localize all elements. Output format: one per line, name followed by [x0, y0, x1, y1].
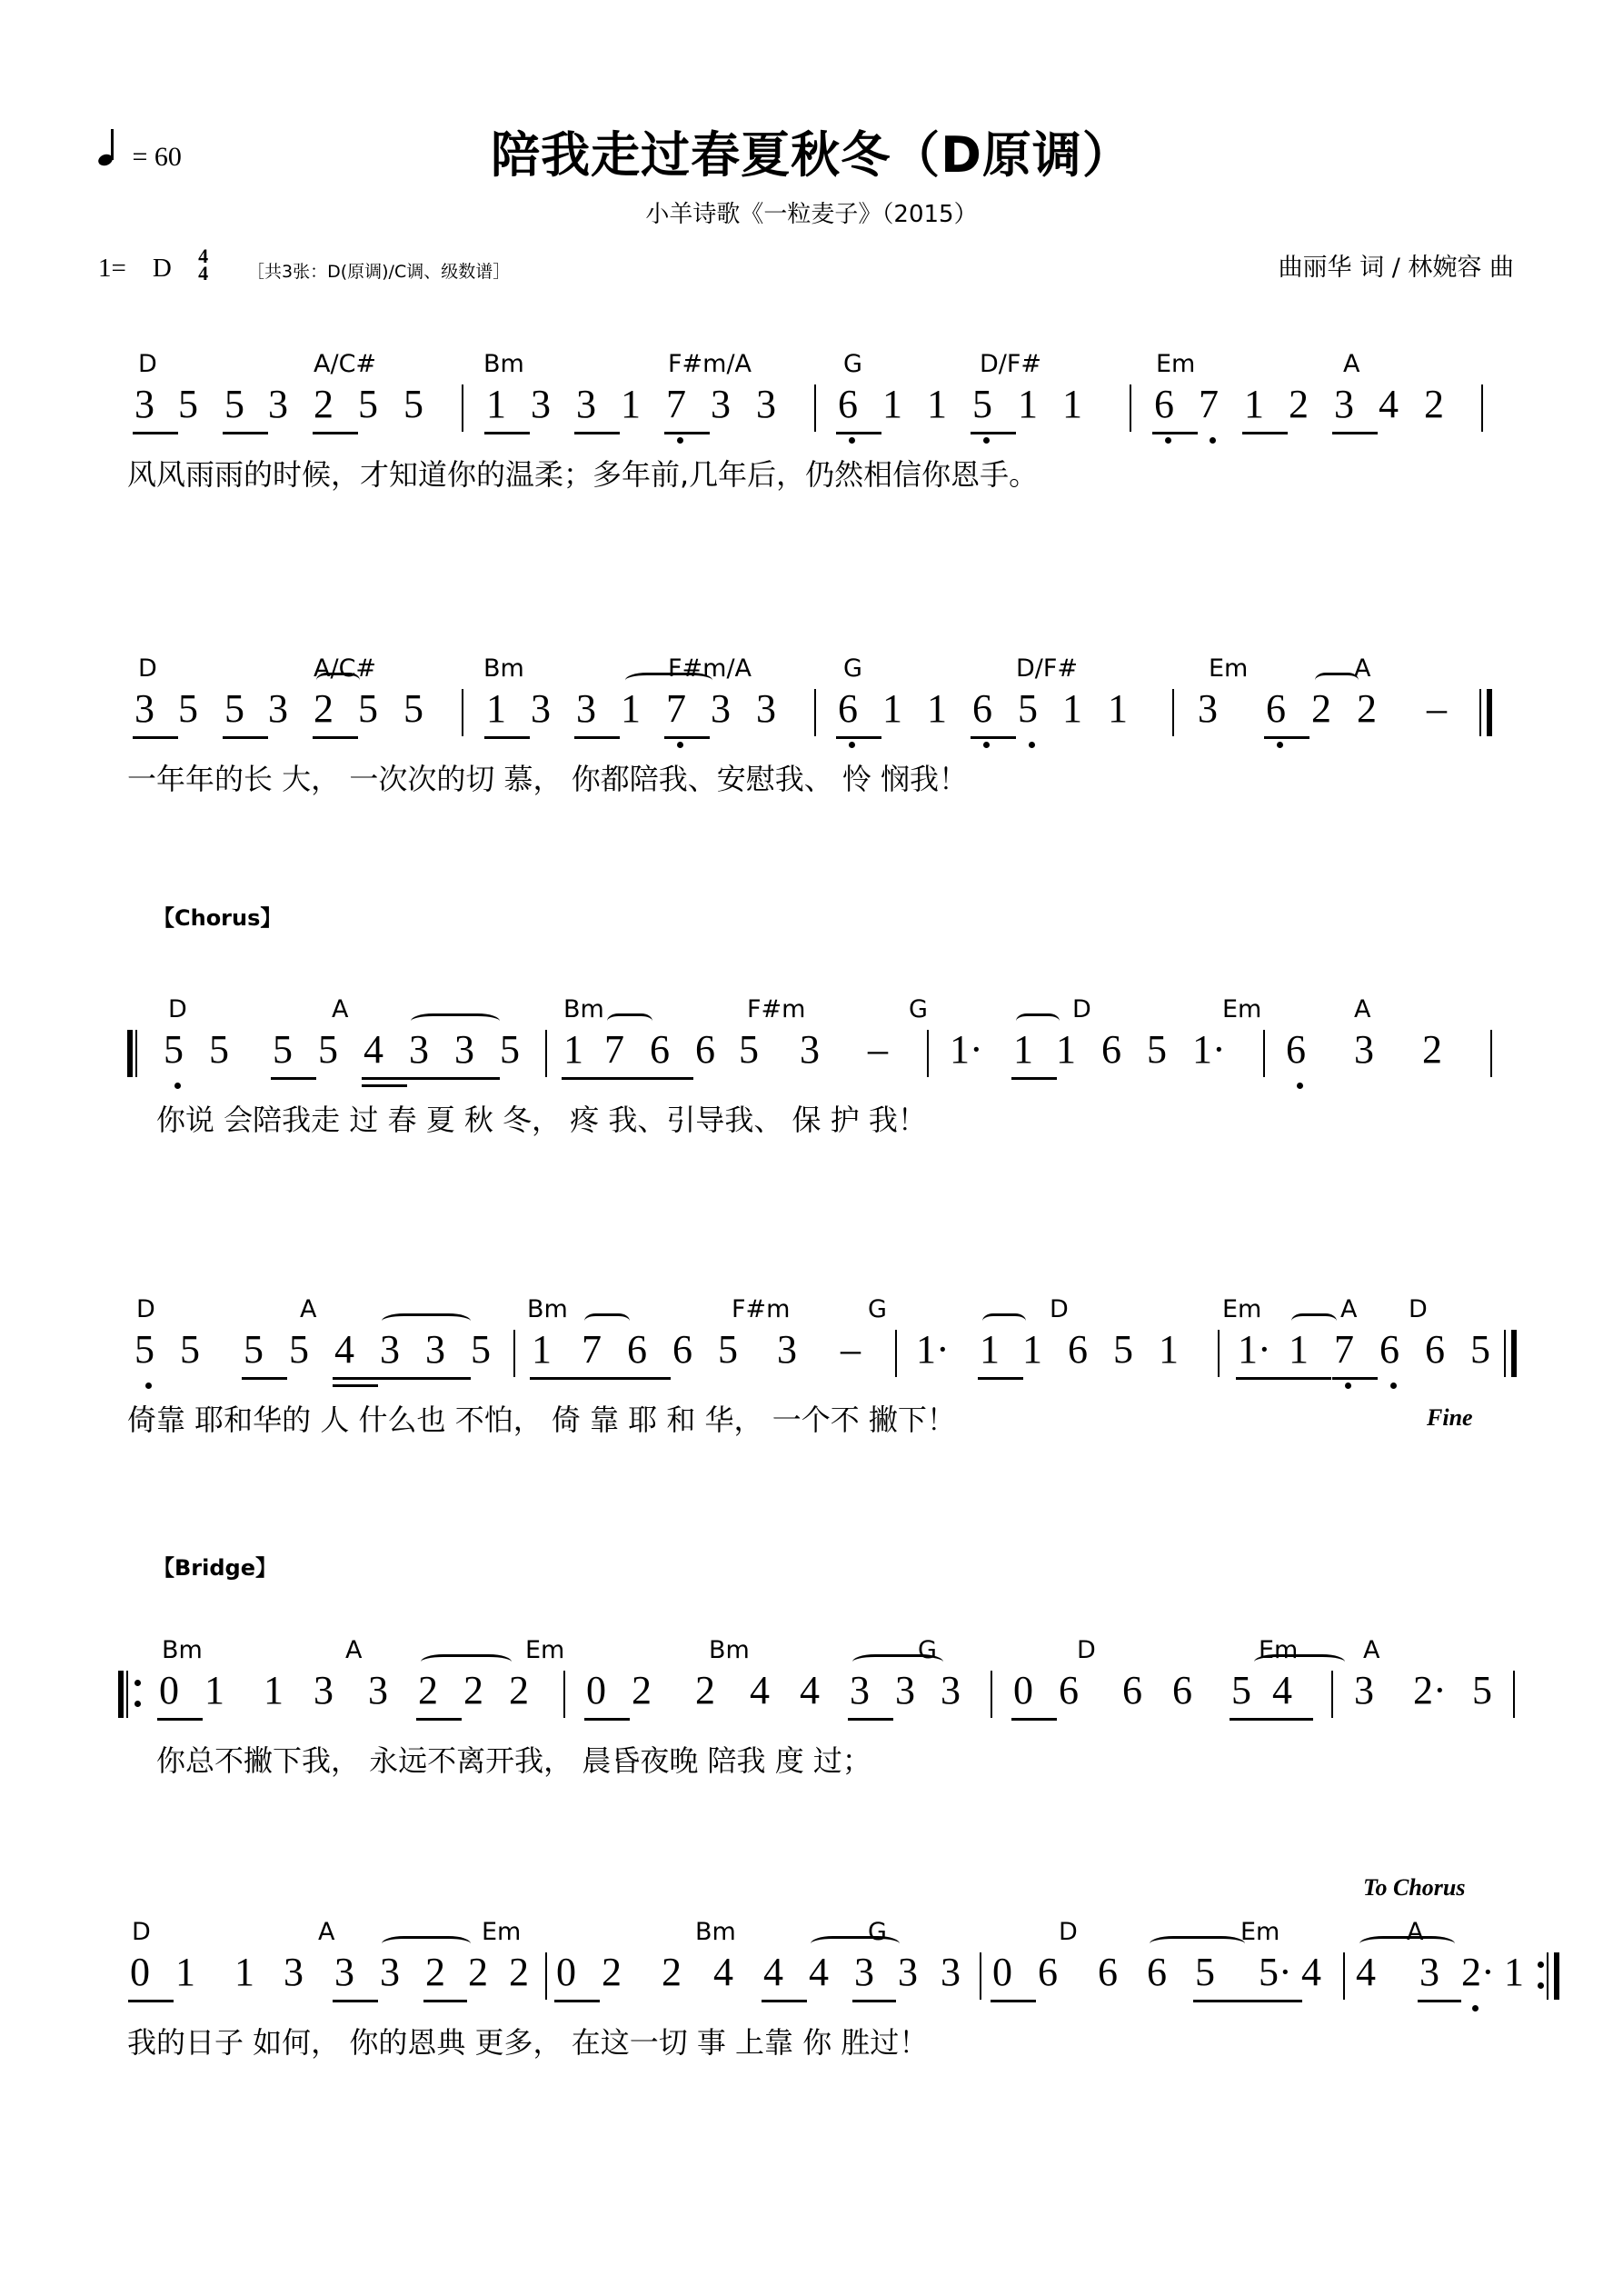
chord: G [843, 654, 862, 683]
note: 1 [1108, 686, 1128, 731]
note: 3 [850, 1668, 870, 1712]
lyric-line: 你说 会陪我走 过 春 夏 秋 冬， 疼 我、引导我、 保 护 我！ [156, 1103, 927, 1137]
note: 6 [1059, 1668, 1079, 1712]
note: 7 [604, 1027, 624, 1072]
repeat-dots [1538, 1962, 1544, 2003]
marker-fine: Fine [1427, 1404, 1473, 1431]
time-signature [192, 245, 215, 285]
note-row-4 [0, 1326, 1623, 1397]
chord: Em [1209, 654, 1249, 683]
chord: Bm [162, 1636, 203, 1664]
lyric-row-6 [0, 2020, 1623, 2061]
chord: A [1407, 1918, 1424, 1946]
note: 2 [418, 1668, 438, 1712]
lyric-row-3 [0, 1097, 1623, 1139]
note: 0 [992, 1950, 1012, 1994]
lyric-row-2 [0, 756, 1623, 798]
chord: Em [1222, 1295, 1262, 1323]
system-6 [0, 1918, 1623, 2061]
chord: Bm [527, 1295, 568, 1323]
note: 3 [800, 1027, 820, 1072]
chord: G [868, 1918, 887, 1946]
note: 2 [1357, 686, 1377, 731]
note: 1 [486, 686, 506, 731]
repeat-dots [134, 1680, 141, 1722]
note: 5 [500, 1027, 520, 1072]
note: 1 [980, 1327, 1000, 1372]
note: 1 [621, 382, 641, 426]
note: 5 [1147, 1027, 1167, 1072]
note: 6 [1286, 1027, 1306, 1072]
note: – [868, 1027, 888, 1072]
note: 3 [314, 1668, 334, 1712]
note: 1· [1192, 1027, 1226, 1072]
note: 0 [130, 1950, 150, 1994]
note: 2 [468, 1950, 488, 1994]
note: 6 [1068, 1327, 1088, 1372]
page-subtitle: 小羊诗歌《一粒麦子》（2015） [645, 201, 978, 228]
note: 6 [650, 1027, 670, 1072]
chord: Bm [709, 1636, 750, 1664]
chord: A [1354, 654, 1371, 683]
system-2 [0, 654, 1623, 798]
chord: D [168, 995, 187, 1023]
note: 3 [380, 1950, 400, 1994]
note: 5 [318, 1027, 338, 1072]
note: 3 [425, 1327, 445, 1372]
chord: D [1059, 1918, 1078, 1946]
note: 3 [531, 686, 551, 731]
note: 2 [509, 1950, 529, 1994]
lyric-row-4 [0, 1397, 1623, 1439]
note: 5 [1231, 1668, 1251, 1712]
note: 1 [1289, 1327, 1309, 1372]
note: 1 [204, 1668, 224, 1712]
time-signature-numerator: 4 [198, 245, 209, 267]
note: 5 [358, 686, 378, 731]
note: 3 [941, 1668, 961, 1712]
note: 6 [1154, 382, 1174, 426]
note: 1 [234, 1950, 254, 1994]
chord: A [1343, 350, 1360, 378]
note: 2 [662, 1950, 682, 1994]
note: 4 [750, 1668, 770, 1712]
note: 6 [695, 1027, 715, 1072]
note: 5· [1259, 1950, 1292, 1994]
lyric-line: 倚靠 耶和华的 人 什么也 不怕， 倚 靠 耶 和 华， 一个不 撇下！ [127, 1403, 956, 1437]
note: 1· [950, 1027, 983, 1072]
chord: Em [1240, 1918, 1280, 1946]
note: 4 [1272, 1668, 1292, 1712]
note-row-3 [0, 1026, 1623, 1097]
chord: A [1340, 1295, 1358, 1323]
note: 6 [1038, 1950, 1058, 1994]
note: 2 [463, 1668, 483, 1712]
chord: F#m/A [668, 350, 752, 378]
chord: G [843, 350, 862, 378]
note: 1 [1504, 1950, 1524, 1994]
note: 2· [1413, 1668, 1447, 1712]
note-row-2 [0, 685, 1623, 756]
note: 6 [1266, 686, 1286, 731]
note: 7 [1334, 1327, 1354, 1372]
note: 2 [695, 1668, 715, 1712]
note: 1 [1056, 1027, 1076, 1072]
note: 3 [380, 1327, 400, 1372]
note: 1 [175, 1950, 195, 1994]
note: 5 [718, 1327, 738, 1372]
section-tag-bridge: 【Bridge】 [153, 1555, 277, 1581]
note: 1· [1238, 1327, 1271, 1372]
note: 5 [972, 382, 992, 426]
note: 3 [898, 1950, 918, 1994]
lyric-line: 你总不撇下我， 永远不离开我， 晨昏夜晚 陪我 度 过； [156, 1743, 871, 1778]
note: 2 [1424, 382, 1444, 426]
chord: A [300, 1295, 317, 1323]
note: 5 [739, 1027, 759, 1072]
chord: Em [1156, 350, 1196, 378]
chord: F#m [747, 995, 806, 1023]
note: 3 [134, 382, 154, 426]
note: 3 [711, 686, 731, 731]
note: 1 [486, 382, 506, 426]
note: 2 [602, 1950, 622, 1994]
note: 3 [1334, 382, 1354, 426]
chord: A/C# [314, 654, 377, 683]
note: 3 [1354, 1027, 1374, 1072]
note: 5 [1018, 686, 1038, 731]
system-5 [0, 1636, 1623, 1780]
note: 4 [713, 1950, 733, 1994]
note: 6 [627, 1327, 647, 1372]
section-tag-chorus: 【Chorus】 [153, 905, 283, 931]
chord: A [1363, 1636, 1380, 1664]
chord: Bm [483, 350, 524, 378]
chord: G [918, 1636, 937, 1664]
time-signature-denominator: 4 [198, 262, 209, 285]
note: 2 [425, 1950, 445, 1994]
note: 2 [632, 1668, 652, 1712]
page-title: 陪我走过春夏秋冬（D原调） [491, 126, 1132, 184]
note: 6 [972, 686, 992, 731]
note: 6 [672, 1327, 692, 1372]
note: 3 [777, 1327, 797, 1372]
note: 6 [1101, 1027, 1121, 1072]
key-value: D [152, 254, 172, 283]
note: 5 [403, 686, 423, 731]
system-1 [0, 350, 1623, 494]
note: 3 [531, 382, 551, 426]
chord-row-4 [0, 1295, 1623, 1326]
lyric-row-1 [0, 452, 1623, 494]
lyric-line: 风风雨雨的时候，才知道你的温柔；多年前,几年后，仍然相信你恩手。 [127, 457, 1039, 492]
note: 2 [1422, 1027, 1442, 1072]
note: 2· [1461, 1950, 1495, 1994]
note: – [1427, 686, 1447, 731]
note: 5 [1113, 1327, 1133, 1372]
note: 2 [314, 382, 334, 426]
note: 7 [582, 1327, 602, 1372]
note: 0 [1013, 1668, 1033, 1712]
chord: D [136, 1295, 155, 1323]
chord: D/F# [1016, 654, 1079, 683]
chord: D [1077, 1636, 1096, 1664]
note: 1 [882, 686, 902, 731]
note: 3 [268, 686, 288, 731]
note: 3 [1354, 1668, 1374, 1712]
chord: D [1050, 1295, 1069, 1323]
note: 2 [1289, 382, 1309, 426]
note: 3 [1198, 686, 1218, 731]
note: 3 [409, 1027, 429, 1072]
note: 1 [882, 382, 902, 426]
note: – [841, 1327, 861, 1372]
note: 6 [1147, 1950, 1167, 1994]
note: 2 [509, 1668, 529, 1712]
note: 6 [838, 686, 858, 731]
note: 5 [1470, 1327, 1490, 1372]
note: 6 [1098, 1950, 1118, 1994]
chord: D [1072, 995, 1091, 1023]
chord: Bm [483, 654, 524, 683]
note: 1 [1244, 382, 1264, 426]
chord: D [1409, 1295, 1428, 1323]
note: 1 [927, 686, 947, 731]
key-prefix: 1= [98, 254, 126, 283]
note: 4 [763, 1950, 783, 1994]
note: 1 [1062, 382, 1082, 426]
note: 3 [454, 1027, 474, 1072]
note: 1 [927, 382, 947, 426]
note: 5 [164, 1027, 184, 1072]
note: 4 [800, 1668, 820, 1712]
note: 1 [1013, 1027, 1033, 1072]
lyric-row-5 [0, 1738, 1623, 1780]
chord: D/F# [980, 350, 1042, 378]
note: 4 [1301, 1950, 1321, 1994]
note: 3 [854, 1950, 874, 1994]
note: 5 [180, 1327, 200, 1372]
note: 5 [224, 686, 244, 731]
note-row-1 [0, 381, 1623, 452]
chord: D [132, 1918, 151, 1946]
chord: A [345, 1636, 363, 1664]
system-3 [0, 995, 1623, 1139]
note: 0 [556, 1950, 576, 1994]
chord: Em [525, 1636, 565, 1664]
chord: Bm [695, 1918, 736, 1946]
chord: Em [1259, 1636, 1299, 1664]
note: 3 [1419, 1950, 1439, 1994]
note: 4 [809, 1950, 829, 1994]
tempo-value: = 60 [132, 142, 182, 172]
note: 1 [1159, 1327, 1179, 1372]
note: 1 [1022, 1327, 1042, 1372]
note: 6 [1425, 1327, 1445, 1372]
note: 5 [358, 382, 378, 426]
chord: F#m/A [668, 654, 752, 683]
chord: G [909, 995, 928, 1023]
note: 1· [916, 1327, 950, 1372]
marker-to-chorus: To Chorus [1363, 1874, 1466, 1901]
note: 5 [224, 382, 244, 426]
chord: G [868, 1295, 887, 1323]
note: 1 [532, 1327, 552, 1372]
note-row-5 [0, 1667, 1623, 1738]
note: 3 [576, 382, 596, 426]
note: 3 [334, 1950, 354, 1994]
chord-row-5 [0, 1636, 1623, 1667]
lyric-line: 一年年的长 大， 一次次的切 慕， 你都陪我、安慰我、 怜 悯我！ [127, 762, 969, 796]
note: 5 [178, 382, 198, 426]
note-row-6 [0, 1949, 1623, 2020]
chord: D [138, 350, 157, 378]
note: 7 [666, 686, 686, 731]
note: 6 [1172, 1668, 1192, 1712]
note: 5 [403, 382, 423, 426]
note: 1 [1018, 382, 1038, 426]
note: 3 [756, 686, 776, 731]
note: 0 [159, 1668, 179, 1712]
credits: 曲丽华 词 / 林婉容 曲 [1278, 254, 1514, 282]
note: 2 [1311, 686, 1331, 731]
chord-row-1 [0, 350, 1623, 381]
note: 3 [756, 382, 776, 426]
note: 3 [368, 1668, 388, 1712]
note: 5 [209, 1027, 229, 1072]
note: 4 [334, 1327, 354, 1372]
note: 5 [1195, 1950, 1215, 1994]
lyric-line: 我的日子 如何， 你的恩典 更多， 在这一切 事 上靠 你 胜过！ [127, 2025, 929, 2060]
key-note: ［共3张：D(原调)/C调、级数谱］ [247, 262, 511, 282]
note: 5 [471, 1327, 491, 1372]
note: 5 [244, 1327, 264, 1372]
note: 3 [284, 1950, 304, 1994]
note: 4 [1356, 1950, 1376, 1994]
note: 3 [268, 382, 288, 426]
note: 5 [1472, 1668, 1492, 1712]
note: 1 [563, 1027, 583, 1072]
chord: A [318, 1918, 335, 1946]
system-4 [0, 1295, 1623, 1439]
note: 3 [895, 1668, 915, 1712]
note: 5 [178, 686, 198, 731]
note: 1 [621, 686, 641, 731]
note: 2 [314, 686, 334, 731]
note: 6 [1122, 1668, 1142, 1712]
note: 3 [941, 1950, 961, 1994]
note: 6 [838, 382, 858, 426]
note: 6 [1379, 1327, 1399, 1372]
chord: F#m [732, 1295, 791, 1323]
note: 5 [289, 1327, 309, 1372]
note: 3 [134, 686, 154, 731]
note: 7 [666, 382, 686, 426]
note: 3 [711, 382, 731, 426]
chord: A/C# [314, 350, 377, 378]
note: 5 [273, 1027, 293, 1072]
note: 7 [1199, 382, 1219, 426]
key-signature [98, 247, 215, 284]
note: 0 [586, 1668, 606, 1712]
chord-row-3 [0, 995, 1623, 1026]
chord: A [332, 995, 349, 1023]
chord-row-2 [0, 654, 1623, 685]
note: 4 [363, 1027, 383, 1072]
chord: A [1354, 995, 1371, 1023]
note: 5 [134, 1327, 154, 1372]
note: 3 [576, 686, 596, 731]
note: 1 [264, 1668, 284, 1712]
chord: Em [1222, 995, 1262, 1023]
note: 1 [1062, 686, 1082, 731]
note: 4 [1379, 382, 1399, 426]
chord: Bm [563, 995, 604, 1023]
chord: D [138, 654, 157, 683]
chord: Em [482, 1918, 522, 1946]
